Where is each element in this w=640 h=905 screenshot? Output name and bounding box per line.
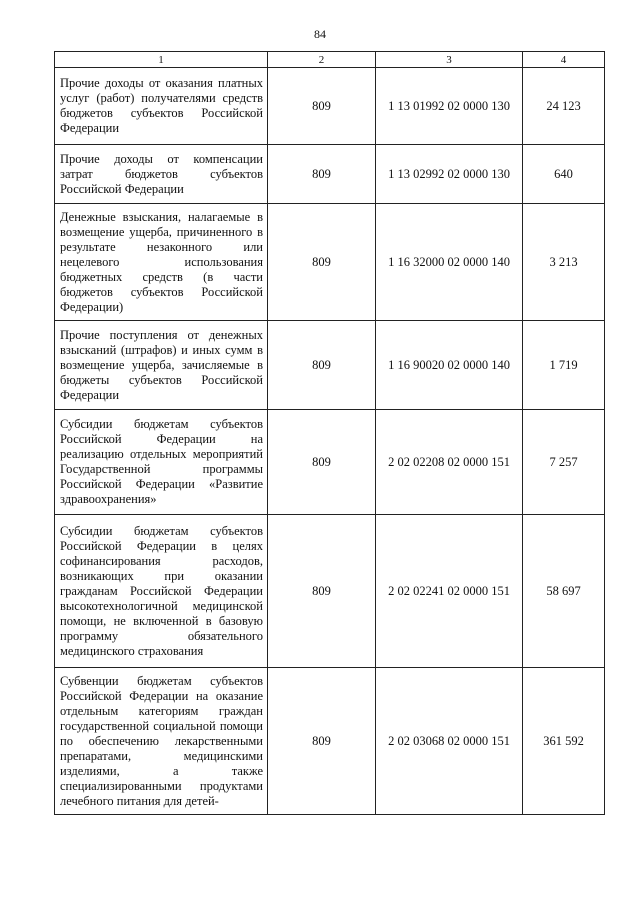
budget-classification-code-cell: 1 16 32000 02 0000 140 [376, 204, 523, 321]
revenue-description: Субвенции бюджетам субъектов Российской Федерации на оказание отдельным категориям граждан государственной социальной помощи по обеспечению лекарственными препаратами, медицинскими изделиями, а также специализированными продуктами лечебного питания для детей- [60, 673, 263, 808]
admin-code-cell: 809 [268, 410, 376, 515]
admin-code-cell: 809 [268, 515, 376, 668]
table-row [55, 410, 605, 515]
table-row [55, 321, 605, 410]
table-row [55, 515, 605, 668]
revenue-description: Субсидии бюджетам субъектов Российской Федерации в целях софинансирования расходов, возникающих при оказании гражданам Российской Федерации высокотехнологичной медицинской помощи, не включенной в базовую программу обязательного медицинского страхования [60, 523, 263, 658]
revenue-description-cell [55, 204, 268, 321]
table-row [55, 668, 605, 815]
column-header-3: 3 [376, 52, 523, 68]
revenue-description: Прочие доходы от оказания платных услуг (работ) получателями средств бюджетов субъектов Российской Федерации [60, 76, 263, 135]
revenue-description-cell [55, 515, 268, 668]
revenue-description: Прочие поступления от денежных взысканий (штрафов) и иных сумм в возмещение ущерба, зачисляемые в бюджеты субъектов Российской Федерации [60, 327, 263, 402]
amount-cell: 7 257 [523, 410, 605, 515]
table-row [55, 68, 605, 145]
amount-cell: 361 592 [523, 668, 605, 815]
amount-cell: 24 123 [523, 68, 605, 145]
budget-classification-code-cell: 1 16 90020 02 0000 140 [376, 321, 523, 410]
budget-revenue-table [54, 51, 605, 815]
budget-classification-code-cell: 1 13 02992 02 0000 130 [376, 145, 523, 204]
amount-cell: 58 697 [523, 515, 605, 668]
revenue-description-cell [55, 321, 268, 410]
revenue-description-cell [55, 410, 268, 515]
revenue-description: Прочие доходы от компенсации затрат бюджетов субъектов Российской Федерации [60, 151, 263, 196]
page-number: 84 [314, 27, 326, 41]
revenue-description-cell [55, 145, 268, 204]
admin-code-cell: 809 [268, 68, 376, 145]
budget-classification-code-cell: 2 02 03068 02 0000 151 [376, 668, 523, 815]
admin-code-cell: 809 [268, 668, 376, 815]
amount-cell: 640 [523, 145, 605, 204]
revenue-description: Денежные взыскания, налагаемые в возмещение ущерба, причиненного в результате незаконного или нецелевого использования бюджетных средств (в части бюджетов субъектов Российской Федерации) [60, 209, 263, 314]
budget-classification-code-cell: 2 02 02208 02 0000 151 [376, 410, 523, 515]
amount-cell: 1 719 [523, 321, 605, 410]
revenue-description-cell [55, 68, 268, 145]
table-header-row [55, 52, 605, 68]
admin-code-cell: 809 [268, 145, 376, 204]
table-row [55, 204, 605, 321]
revenue-description: Субсидии бюджетам субъектов Российской Федерации на реализацию отдельных мероприятий Государственной программы Российской Федерации «Развитие здравоохранения» [60, 417, 263, 506]
table-row [55, 145, 605, 204]
amount-cell: 3 213 [523, 204, 605, 321]
admin-code-cell: 809 [268, 321, 376, 410]
column-header-1: 1 [55, 52, 268, 68]
revenue-description-cell [55, 668, 268, 815]
admin-code-cell: 809 [268, 204, 376, 321]
budget-classification-code-cell: 2 02 02241 02 0000 151 [376, 515, 523, 668]
column-header-2: 2 [268, 52, 376, 68]
column-header-4: 4 [523, 52, 605, 68]
budget-classification-code-cell: 1 13 01992 02 0000 130 [376, 68, 523, 145]
